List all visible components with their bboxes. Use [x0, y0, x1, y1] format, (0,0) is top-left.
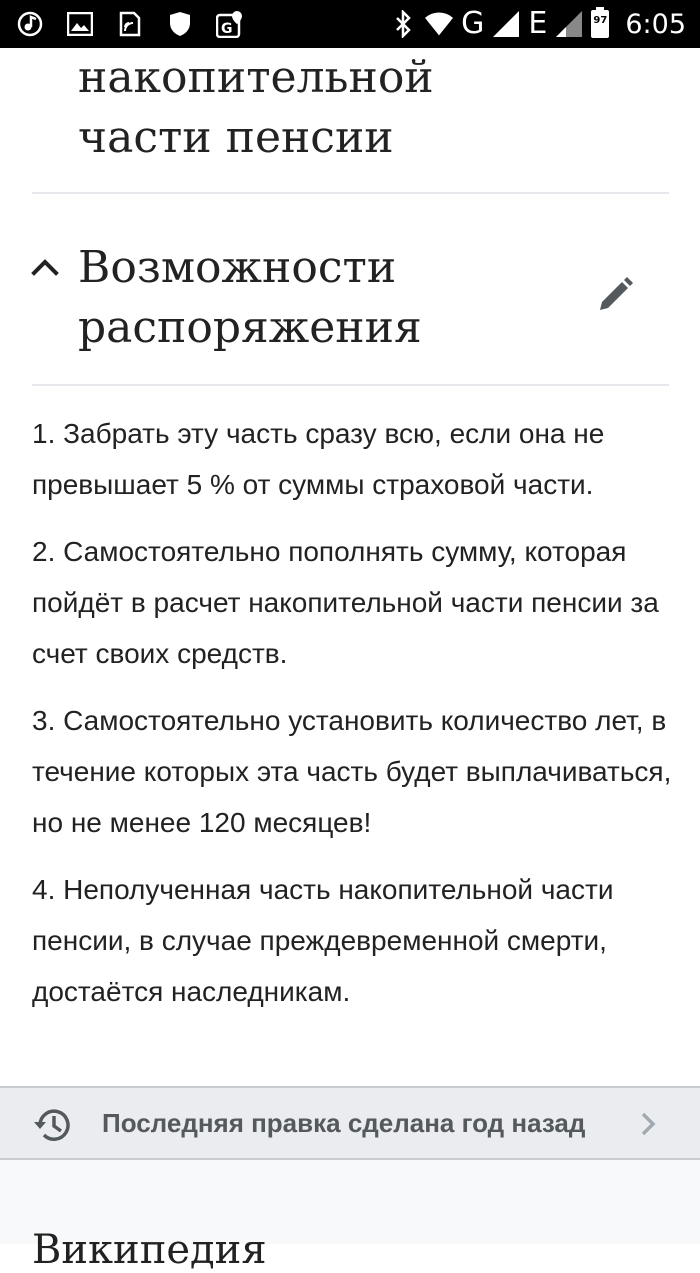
status-bar — [0, 0, 700, 48]
wifi-icon — [425, 10, 453, 38]
signal-icon-2 — [555, 10, 583, 38]
previous-section-title-line: накопительной — [78, 52, 434, 103]
section-heading-line: Возможности — [78, 242, 397, 293]
image-icon — [66, 10, 94, 38]
previous-section-title-line: части пенсии — [78, 112, 394, 163]
clock: 6:05 — [625, 8, 686, 40]
last-modified-bar[interactable] — [0, 1086, 700, 1160]
network-type-e: E — [528, 6, 548, 41]
network-type-g: G — [461, 6, 485, 41]
battery-icon: 97 — [591, 10, 609, 38]
chevron-right-icon — [636, 1108, 660, 1140]
sim-card-icon — [116, 10, 144, 38]
footer — [0, 1160, 700, 1273]
section-heading-line: распоряжения — [78, 302, 422, 353]
section-heading[interactable] — [78, 238, 558, 358]
list-item: 2. Самостоятельно пополнять сумму, которая пойдёт в расчет накопительной части пенсии за счет своих средств. — [32, 536, 659, 669]
last-modified-text: Последняя правка сделана год назад — [102, 1108, 586, 1138]
section-content — [32, 408, 672, 1033]
status-bar-notifications — [16, 0, 244, 48]
divider — [32, 384, 669, 386]
edit-pencil-icon[interactable] — [594, 274, 636, 316]
music-note-icon — [16, 10, 44, 38]
divider — [32, 192, 669, 194]
chevron-up-icon[interactable] — [30, 252, 60, 282]
maps-icon — [216, 10, 244, 38]
history-icon — [32, 1104, 74, 1146]
signal-icon — [492, 10, 520, 38]
svg-text:G: G — [221, 21, 233, 37]
list-item: 1. Забрать эту часть сразу всю, если она не превышает 5 % от суммы страховой части. — [32, 418, 605, 500]
bluetooth-icon — [389, 10, 417, 38]
shield-icon — [166, 10, 194, 38]
list-item: 3. Самостоятельно установить количество лет, в течение которых эта часть будет выплачиваться, но не менее 120 месяцев! — [32, 705, 672, 838]
footer-wordmark[interactable]: Википедия — [32, 1227, 267, 1273]
status-bar-system — [389, 0, 686, 48]
previous-section-title[interactable] — [78, 48, 638, 168]
list-item: 4. Неполученная часть накопительной части пенсии, в случае преждевременной смерти, достаётся наследникам. — [32, 874, 614, 1007]
